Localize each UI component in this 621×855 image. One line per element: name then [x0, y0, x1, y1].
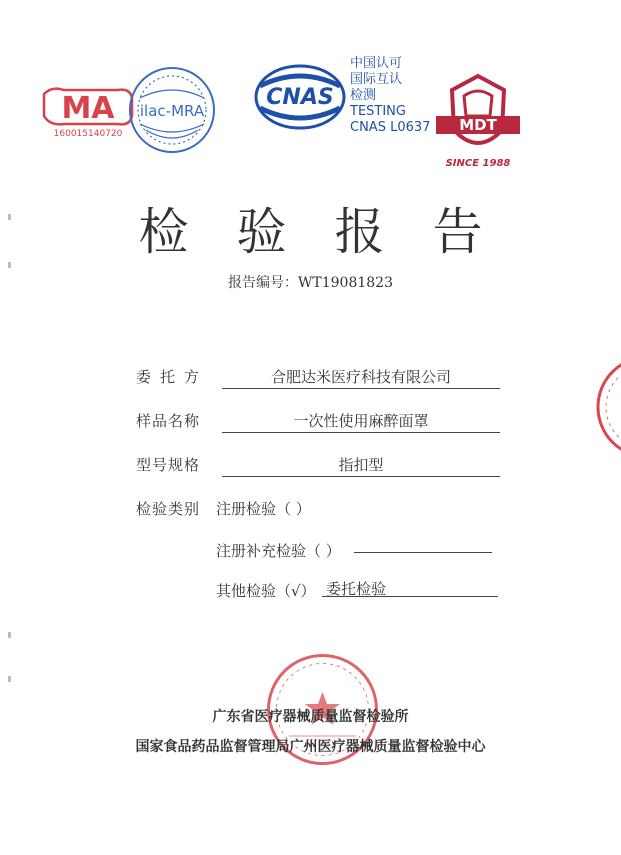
scan-mark [8, 214, 11, 220]
report-title: 检验报告 [138, 203, 531, 261]
mdt-logo [432, 72, 524, 168]
other-inspection-option: 其他检验（√） [216, 582, 316, 600]
ilac-mra-logo [126, 64, 218, 156]
scan-mark [8, 676, 11, 682]
model-label: 型号规格 [136, 456, 201, 474]
cnas-logo [254, 64, 346, 130]
mdt-logo-text: MDT [459, 116, 497, 134]
registration-inspection-option: 注册检验（ ） [216, 500, 311, 518]
sample-value: 一次性使用麻醉面罩 [222, 410, 500, 433]
scan-mark [8, 632, 11, 638]
cnas-line: CNAS L0637 [350, 120, 431, 135]
organization-name-line2: 国家食品药品监督管理局广州医疗器械质量监督检验中心 [135, 739, 486, 755]
client-label: 委托方 [136, 368, 209, 386]
edge-seal-fragment [592, 352, 621, 462]
supplementary-inspection-option: 注册补充检验（ ） [216, 542, 341, 560]
cnas-line: 检测 [350, 88, 377, 103]
report-number: 报告编号：WT19081823 [228, 275, 393, 291]
cnas-line: 国际互认 [350, 72, 403, 87]
sample-label: 样品名称 [136, 412, 201, 430]
other-inspection-value: 委托检验 [322, 578, 498, 597]
cnas-line: TESTING [350, 104, 406, 119]
ma-logo [42, 82, 134, 140]
organization-name-line1: 广东省医疗器械质量监督检验所 [212, 709, 409, 725]
mdt-since-text: SINCE 1988 [445, 158, 511, 169]
cnas-logo-text: CNAS [266, 85, 334, 110]
supplementary-inspection-blank [354, 532, 492, 553]
ma-logo-number: 160015140720 [53, 129, 123, 139]
cnas-line: 中国认可 [350, 56, 403, 71]
client-value: 合肥达米医疗科技有限公司 [222, 366, 500, 389]
inspection-type-label: 检验类别 [136, 500, 201, 518]
ilac-mra-text: ilac-MRA [139, 102, 205, 120]
ma-logo-text: MA [61, 91, 115, 126]
scan-mark [8, 262, 11, 268]
model-value: 指扣型 [222, 454, 500, 477]
